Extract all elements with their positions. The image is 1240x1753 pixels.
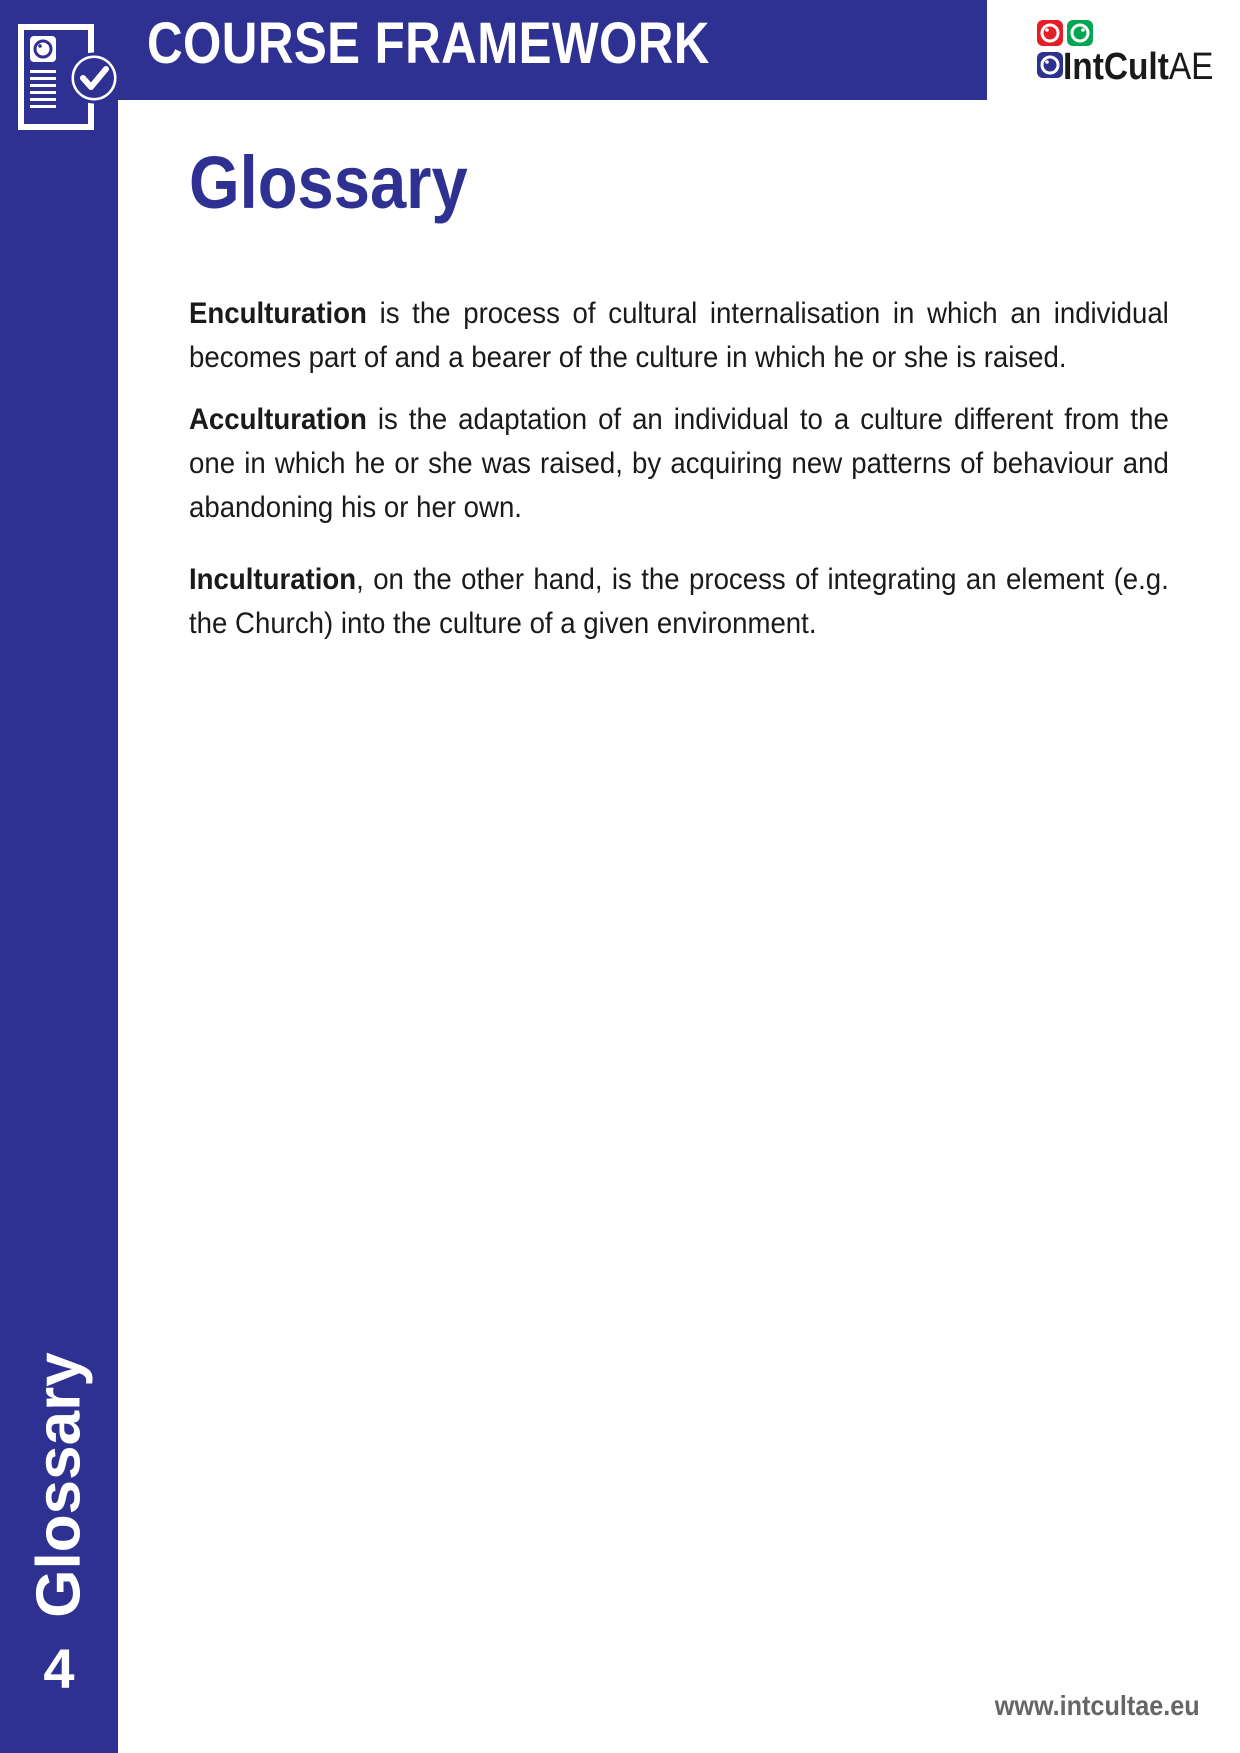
- page-number: 4: [43, 1637, 75, 1700]
- footer-url-link[interactable]: www.intcultae.eu: [995, 1690, 1200, 1721]
- logo-text-bold: IntCult: [1063, 46, 1169, 88]
- glossary-definition: , on the other hand, is the process of integrating an element (e.g. the Church) into the culture of a given environment.: [189, 563, 1169, 640]
- checked-document-icon: [18, 24, 120, 130]
- glossary-term: Inculturation: [189, 563, 357, 596]
- glossary-term: Acculturation: [189, 403, 367, 436]
- sidebar-section-label: Glossary: [24, 1352, 94, 1618]
- glossary-term: Enculturation: [189, 297, 367, 330]
- glossary-entry: [189, 398, 1169, 530]
- glossary-entry: [189, 292, 1169, 380]
- glossary-entry: [189, 558, 1169, 646]
- logo-text-light: AE: [1168, 46, 1214, 88]
- glossary-content: [189, 292, 1169, 664]
- glossary-definition: is the process of cultural internalisation in which an individual becomes part of and a bearer of the culture in which he or she is raised.: [189, 297, 1169, 374]
- glossary-definition: is the adaptation of an individual to a culture different from the one in which he or she was raised, by acquiring new patterns of behaviour and abandoning his or her own.: [189, 403, 1169, 524]
- page-title: Glossary: [189, 141, 468, 224]
- logo-text: [1063, 48, 1213, 86]
- intcultae-logo: [1025, 18, 1225, 90]
- header-title: COURSE FRAMEWORK: [147, 11, 710, 76]
